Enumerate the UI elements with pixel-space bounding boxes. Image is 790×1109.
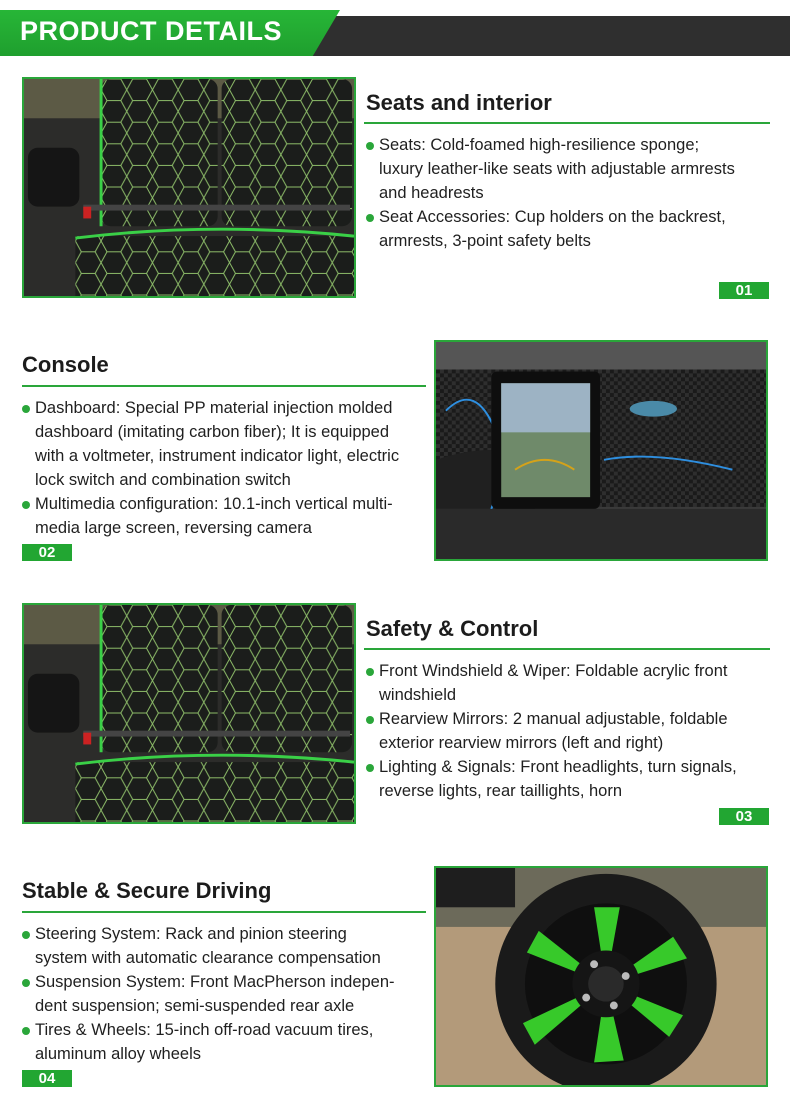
bullet-dot-icon (22, 931, 30, 939)
wheel-photo (434, 866, 768, 1087)
bullet-dot-icon (366, 764, 374, 772)
section-title-seats: Seats and interior (366, 90, 552, 115)
page-title: PRODUCT DETAILS (20, 16, 282, 46)
banner-dark-strip (300, 16, 790, 56)
bullet-dot-icon (22, 979, 30, 987)
bullet-dot-icon (366, 716, 374, 724)
console-photo (434, 340, 768, 561)
section-rule-driving (22, 911, 426, 913)
bullet-list-console (22, 396, 434, 540)
list-item: Seat Accessories: Cup holders on the backrest, armrests, 3-point safety belts (366, 205, 776, 253)
list-item: Rearview Mirrors: 2 manual adjustable, foldable exterior rearview mirrors (left and right) (366, 707, 782, 755)
bullet-list-seats (366, 133, 776, 253)
list-item: Front Windshield & Wiper: Foldable acrylic front windshield (366, 659, 782, 707)
bullet-dot-icon (366, 668, 374, 676)
bullet-dot-icon (22, 405, 30, 413)
bullet-dot-icon (366, 142, 374, 150)
seat-photo-2 (22, 603, 356, 824)
list-item: Suspension System: Front MacPherson indepen- dent suspension; semi-suspended rear axle (22, 970, 434, 1018)
header-banner (0, 10, 790, 56)
section-number-badge: 01 (719, 282, 769, 299)
bullet-dot-icon (22, 1027, 30, 1035)
list-item: Dashboard: Special PP material injection molded dashboard (imitating carbon fiber); It is equipped with a voltmeter, instrument indicator light, electric lock switch and combination switch (22, 396, 434, 492)
bullet-dot-icon (366, 214, 374, 222)
section-title-console: Console (22, 352, 109, 377)
section-rule-safety (364, 648, 770, 650)
list-item: Multimedia configuration: 10.1-inch vertical multi- media large screen, reversing camera (22, 492, 434, 540)
bullet-list-safety (366, 659, 782, 803)
bullet-dot-icon (22, 501, 30, 509)
list-item: Seats: Cold-foamed high-resilience sponge; luxury leather-like seats with adjustable armrests and headrests (366, 133, 776, 205)
list-item: Lighting & Signals: Front headlights, turn signals, reverse lights, rear taillights, horn (366, 755, 782, 803)
seat-photo-1 (22, 77, 356, 298)
section-number-badge: 04 (22, 1070, 72, 1087)
section-title-safety: Safety & Control (366, 616, 539, 641)
section-number-badge: 02 (22, 544, 72, 561)
bullet-list-driving (22, 922, 434, 1066)
list-item: Tires & Wheels: 15-inch off-road vacuum tires, aluminum alloy wheels (22, 1018, 434, 1066)
section-title-driving: Stable & Secure Driving (22, 878, 272, 903)
section-number-badge: 03 (719, 808, 769, 825)
section-rule-console (22, 385, 426, 387)
list-item: Steering System: Rack and pinion steering system with automatic clearance compensation (22, 922, 434, 970)
section-rule-seats (364, 122, 770, 124)
